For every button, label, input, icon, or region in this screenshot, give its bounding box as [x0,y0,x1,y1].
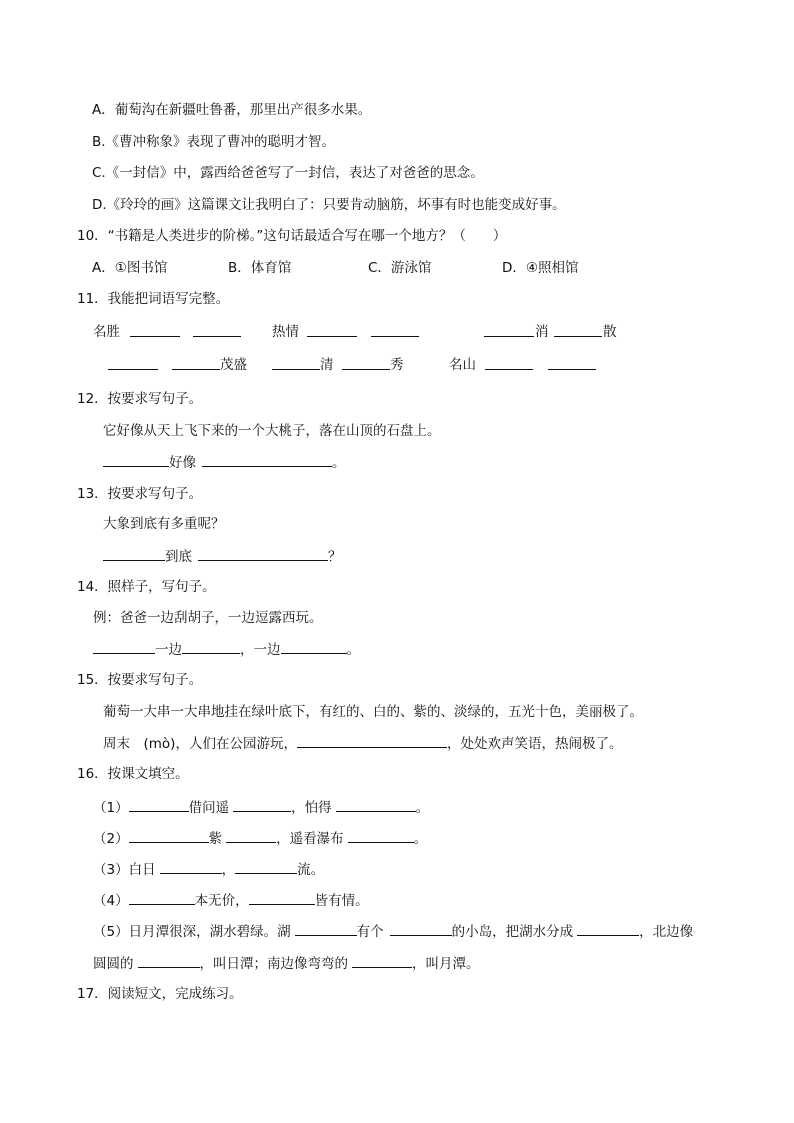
q9-option-d: D.《玲玲的画》这篇课文让我明白了：只要肯动脑筋，坏事有时也能变成好事。 [92,197,566,213]
q16-line-5 [93,922,693,941]
q15-answer-line [103,734,622,753]
q16-stem: 16．按课文填空。 [77,766,189,782]
q16-2-c: 。 [413,831,428,847]
q14-end: 。 [346,642,360,658]
q12-answer-line [103,453,346,472]
q15-example: 葡萄一大串一大串地挂在绿叶底下，有红的、白的、紫的、淡绿的，五光十色，美丽极了。 [103,704,643,720]
q16-2-num: （2） [93,831,129,847]
answer-blank[interactable] [160,860,222,874]
q16-3-b: 流。 [297,862,325,878]
answer-blank[interactable] [554,323,602,342]
q16-1-a: 借问遥 [188,800,230,816]
answer-blank[interactable] [281,640,347,654]
q16-6-b: ，叫日潭；南边像弯弯的 [199,956,348,972]
q12-example: 它好像从天上飞下来的一个大桃子，落在山顶的石盘上。 [103,423,441,439]
q10-stem: 10．“书籍是人类进步的阶梯。”这句话最适合写在哪一个地方？（ ） [77,228,507,244]
answer-blank[interactable] [129,829,209,843]
answer-blank[interactable] [202,453,332,467]
q16-5-a: （5）日月潭很深，湖水碧绿。湖 [93,924,291,940]
q9-option-a: A．葡萄沟在新疆吐鲁番，那里出产很多水果。 [92,102,372,118]
q16-6-c: ，叫月潭。 [412,956,480,972]
answer-blank[interactable] [342,356,390,375]
q11-word-san: 散 [603,324,617,340]
answer-blank[interactable] [226,829,276,843]
q13-stem: 13．按要求写句子。 [77,486,203,502]
answer-blank[interactable] [182,640,240,654]
answer-blank[interactable] [198,547,328,561]
answer-blank[interactable] [272,356,320,375]
answer-blank[interactable] [93,640,155,654]
answer-blank[interactable] [348,829,414,843]
q16-4-a: 本无价， [194,893,249,909]
answer-blank[interactable] [484,323,534,342]
q14-stem: 14．照样子，写句子。 [77,579,216,595]
q13-word: 到底 [165,549,192,565]
q11-word-xiu: 秀 [390,357,404,373]
answer-blank[interactable] [103,547,165,561]
q11-word-maosheng: 茂盛 [220,357,247,373]
q16-1-num: （1） [93,800,129,816]
q13-answer-line [103,547,342,566]
q11-word-qing: 清 [320,357,334,373]
q15-stem: 15．按要求写句子。 [77,672,203,688]
q11-stem: 11．我能把词语写完整。 [77,291,230,307]
q16-5-d: ，北边像 [639,924,694,940]
q15-suffix: ，处处欢声笑语，热闹极了。 [446,736,623,752]
answer-blank[interactable] [336,798,416,812]
q16-5-c: 的小岛，把湖水分成 [451,924,574,940]
q16-line-3 [93,860,324,879]
answer-blank[interactable] [129,891,195,905]
answer-blank[interactable] [103,453,169,467]
answer-blank[interactable] [138,954,200,968]
answer-blank[interactable] [485,356,533,375]
answer-blank[interactable] [352,954,412,968]
q16-3-num: （3）白日 [93,862,156,878]
q13-example: 大象到底有多重呢？ [103,516,225,532]
q14-word-1: 一边 [155,642,182,658]
q16-2-a: 紫 [208,831,223,847]
q16-6-a: 圆圆的 [93,956,134,972]
answer-blank[interactable] [371,323,419,342]
q11-word-xiao: 消 [535,324,549,340]
q16-2-b: ，遥看瀑布 [276,831,344,847]
q16-3-a: ， [221,862,236,878]
q10-option-c: C．游泳馆 [368,260,432,276]
answer-blank[interactable] [172,356,220,375]
q11-word-mingshan: 名山 [449,357,476,373]
answer-blank[interactable] [130,323,180,342]
q16-1-c: 。 [415,800,430,816]
q12-word: 好像 [169,455,196,471]
q16-line-6 [93,954,480,973]
q14-example: 例：爸爸一边刮胡子，一边逗露西玩。 [93,610,323,626]
answer-blank[interactable] [295,922,357,936]
q12-stem: 12．按要求写句子。 [77,391,203,407]
q16-line-2 [93,829,427,848]
q12-end: 。 [332,455,346,471]
answer-blank[interactable] [307,323,357,342]
q10-option-a: A．①图书馆 [92,260,168,276]
q11-word-mingsheng: 名胜 [93,324,120,340]
answer-blank[interactable] [390,922,452,936]
answer-blank[interactable] [548,356,596,375]
answer-blank[interactable] [235,860,297,874]
q13-end: ？ [328,549,342,565]
q16-line-4 [93,891,369,910]
q16-1-b: ，怕得 [291,800,332,816]
q16-4-b: 皆有情。 [314,893,369,909]
q14-word-2: ，一边 [240,642,281,658]
answer-blank[interactable] [297,734,447,748]
q10-option-d: D．④照相馆 [502,260,579,276]
q10-option-b: B．体育馆 [228,260,292,276]
answer-blank[interactable] [108,356,158,375]
q14-answer-line [93,640,360,659]
q9-option-c: C.《一封信》中，露西给爸爸写了一封信，表达了对爸爸的思念。 [92,165,484,181]
answer-blank[interactable] [193,323,241,342]
q16-line-1 [93,798,429,817]
q17-stem: 17．阅读短文，完成练习。 [77,986,243,1002]
q9-option-b: B.《曹冲称象》表现了曹冲的聪明才智。 [92,134,336,150]
q16-4-num: （4） [93,893,129,909]
answer-blank[interactable] [233,798,291,812]
answer-blank[interactable] [129,798,189,812]
q16-5-b: 有个 [356,924,384,940]
answer-blank[interactable] [577,922,639,936]
answer-blank[interactable] [249,891,315,905]
q11-word-reqing: 热情 [272,324,299,340]
q15-prefix: 周末 (mò)，人们在公园游玩， [103,736,297,752]
